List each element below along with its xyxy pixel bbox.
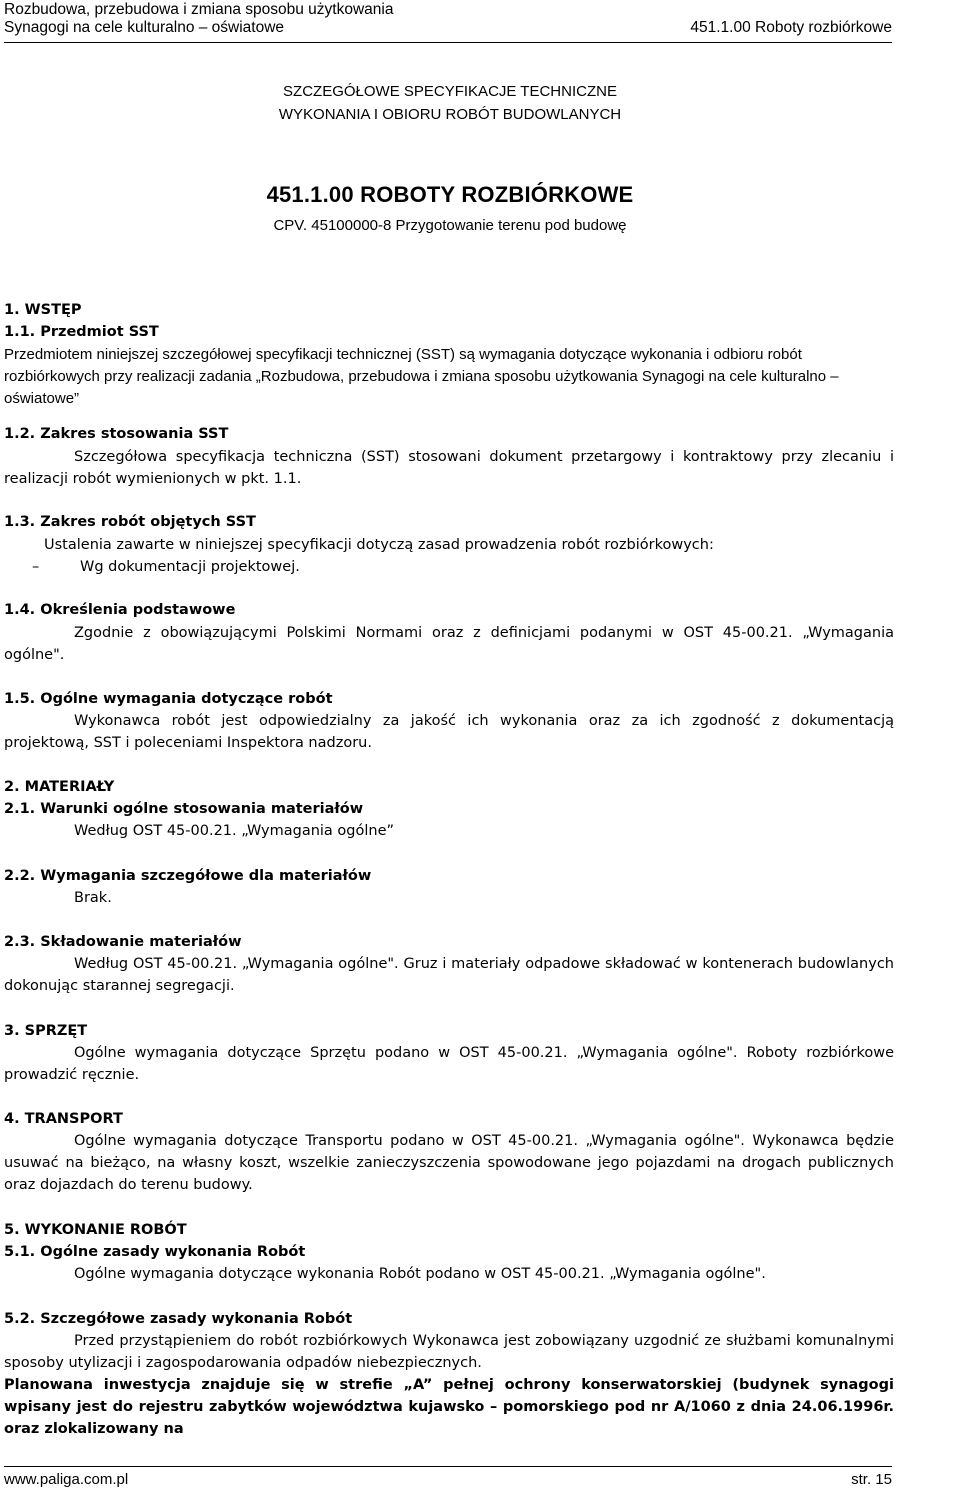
header-project-line1: Rozbudowa, przebudowa i zmiana sposobu użytkowania — [4, 1, 394, 18]
paragraph-1-4: Zgodnie z obowiązującymi Polskimi Normami oraz z definicjami podanymi w OST 45-00.21. „Wymagania ogólne". — [4, 625, 894, 663]
heading-2-1: 2.1. Warunki ogólne stosowania materiałów — [4, 801, 364, 817]
heading-section-4: 4. TRANSPORT — [4, 1111, 123, 1127]
footer-website: www.paliga.com.pl — [4, 1471, 129, 1488]
heading-1-1: 1.1. Przedmiot SST — [4, 324, 159, 340]
document-title: 451.1.00 ROBOTY ROZBIÓRKOWE — [266, 182, 634, 207]
heading-1-2: 1.2. Zakres stosowania SST — [4, 426, 229, 442]
header-project-line2: Synagogi na cele kulturalno – oświatowe — [4, 19, 285, 36]
heading-section-3: 3. SPRZĘT — [4, 1023, 88, 1039]
paragraph-2-3: Według OST 45-00.21. „Wymagania ogólne". Gruz i materiały odpadowe składować w kontenerach budowlanych dokonując starannej segregacji. — [4, 956, 894, 994]
paragraph-2-1: Według OST 45-00.21. „Wymagania ogólne” — [74, 823, 395, 839]
paragraph-5-2: Przed przystąpieniem do robót rozbiórkowych Wykonawca jest zobowiązany uzgodnić ze służbami komunalnymi sposoby utylizacji i zagospodarowania odpadów niebezpiecznych. — [4, 1333, 894, 1371]
heading-section-2: 2. MATERIAŁY — [4, 779, 115, 795]
paragraph-4: Ogólne wymagania dotyczące Transportu podano w OST 45-00.21. „Wymagania ogólne". Wykonawca będzie usuwać na bieżąco, na własny koszt, wszelkie zanieczyszczenia spowodowane jego pojazdami na drogach publicznych oraz dojazdach do terenu budowy. — [4, 1133, 894, 1193]
spec-title-line1: SZCZEGÓŁOWE SPECYFIKACJE TECHNICZNE — [283, 83, 617, 100]
paragraph-5-1: Ogólne wymagania dotyczące wykonania Robót podano w OST 45-00.21. „Wymagania ogólne". — [74, 1266, 766, 1282]
cpv-code: CPV. 45100000-8 Przygotowanie terenu pod budowę — [273, 217, 627, 234]
paragraph-3: Ogólne wymagania dotyczące Sprzętu podano w OST 45-00.21. „Wymagania ogólne". Roboty rozbiórkowe prowadzić ręcznie. — [4, 1045, 894, 1083]
header-divider — [4, 42, 892, 43]
footer-divider — [4, 1466, 892, 1467]
heading-section-5: 5. WYKONANIE ROBÓT — [4, 1222, 187, 1238]
heading-1-4: 1.4. Określenia podstawowe — [4, 602, 236, 618]
paragraph-2-2: Brak. — [74, 890, 112, 906]
paragraph-5-2-heritage-note: Planowana inwestycja znajduje się w strefie „A” pełnej ochrony konserwatorskiej (budynek synagogi wpisany jest do rejestru zabytków województwa kujawsko – pomorskiego pod nr A/1060 z dnia 24.06.1996r. oraz zlokalizowany na — [4, 1377, 894, 1437]
heading-5-1: 5.1. Ogólne zasady wykonania Robót — [4, 1244, 306, 1260]
heading-2-3: 2.3. Składowanie materiałów — [4, 934, 242, 950]
paragraph-1-1: Przedmiotem niniejszej szczegółowej specyfikacji technicznej (SST) są wymagania dotyczące wykonania i odbioru robót rozbiórkowych przy realizacji zadania „Rozbudowa, przebudowa i zmiana sposobu użytkowania Synagogi na cele kulturalno – oświatowe” — [4, 346, 839, 407]
heading-section-1: 1. WSTĘP — [4, 302, 82, 318]
list-item-1-3: – Wg dokumentacji projektowej. — [4, 556, 960, 578]
footer-page-number: str. 15 — [851, 1471, 892, 1488]
paragraph-1-2: Szczegółowa specyfikacja techniczna (SST) stosowani dokument przetargowy i kontraktowy przy zlecaniu i realizacji robót wymienionych w pkt. 1.1. — [4, 449, 894, 487]
heading-1-3: 1.3. Zakres robót objętych SST — [4, 514, 256, 530]
paragraph-1-3: Ustalenia zawarte w niniejszej specyfikacji dotyczą zasad prowadzenia robót rozbiórkowych: — [44, 537, 714, 553]
spec-title-line2: WYKONANIA I OBIORU ROBÓT BUDOWLANYCH — [278, 106, 622, 123]
paragraph-1-5: Wykonawca robót jest odpowiedzialny za jakość ich wykonania oraz za ich zgodność z dokumentacją projektową, SST i poleceniami Inspektora nadzoru. — [4, 713, 894, 751]
heading-1-5: 1.5. Ogólne wymagania dotyczące robót — [4, 691, 333, 707]
header-section-code: 451.1.00 Roboty rozbiórkowe — [690, 19, 892, 36]
heading-5-2: 5.2. Szczegółowe zasady wykonania Robót — [4, 1311, 353, 1327]
heading-2-2: 2.2. Wymagania szczegółowe dla materiałów — [4, 868, 372, 884]
